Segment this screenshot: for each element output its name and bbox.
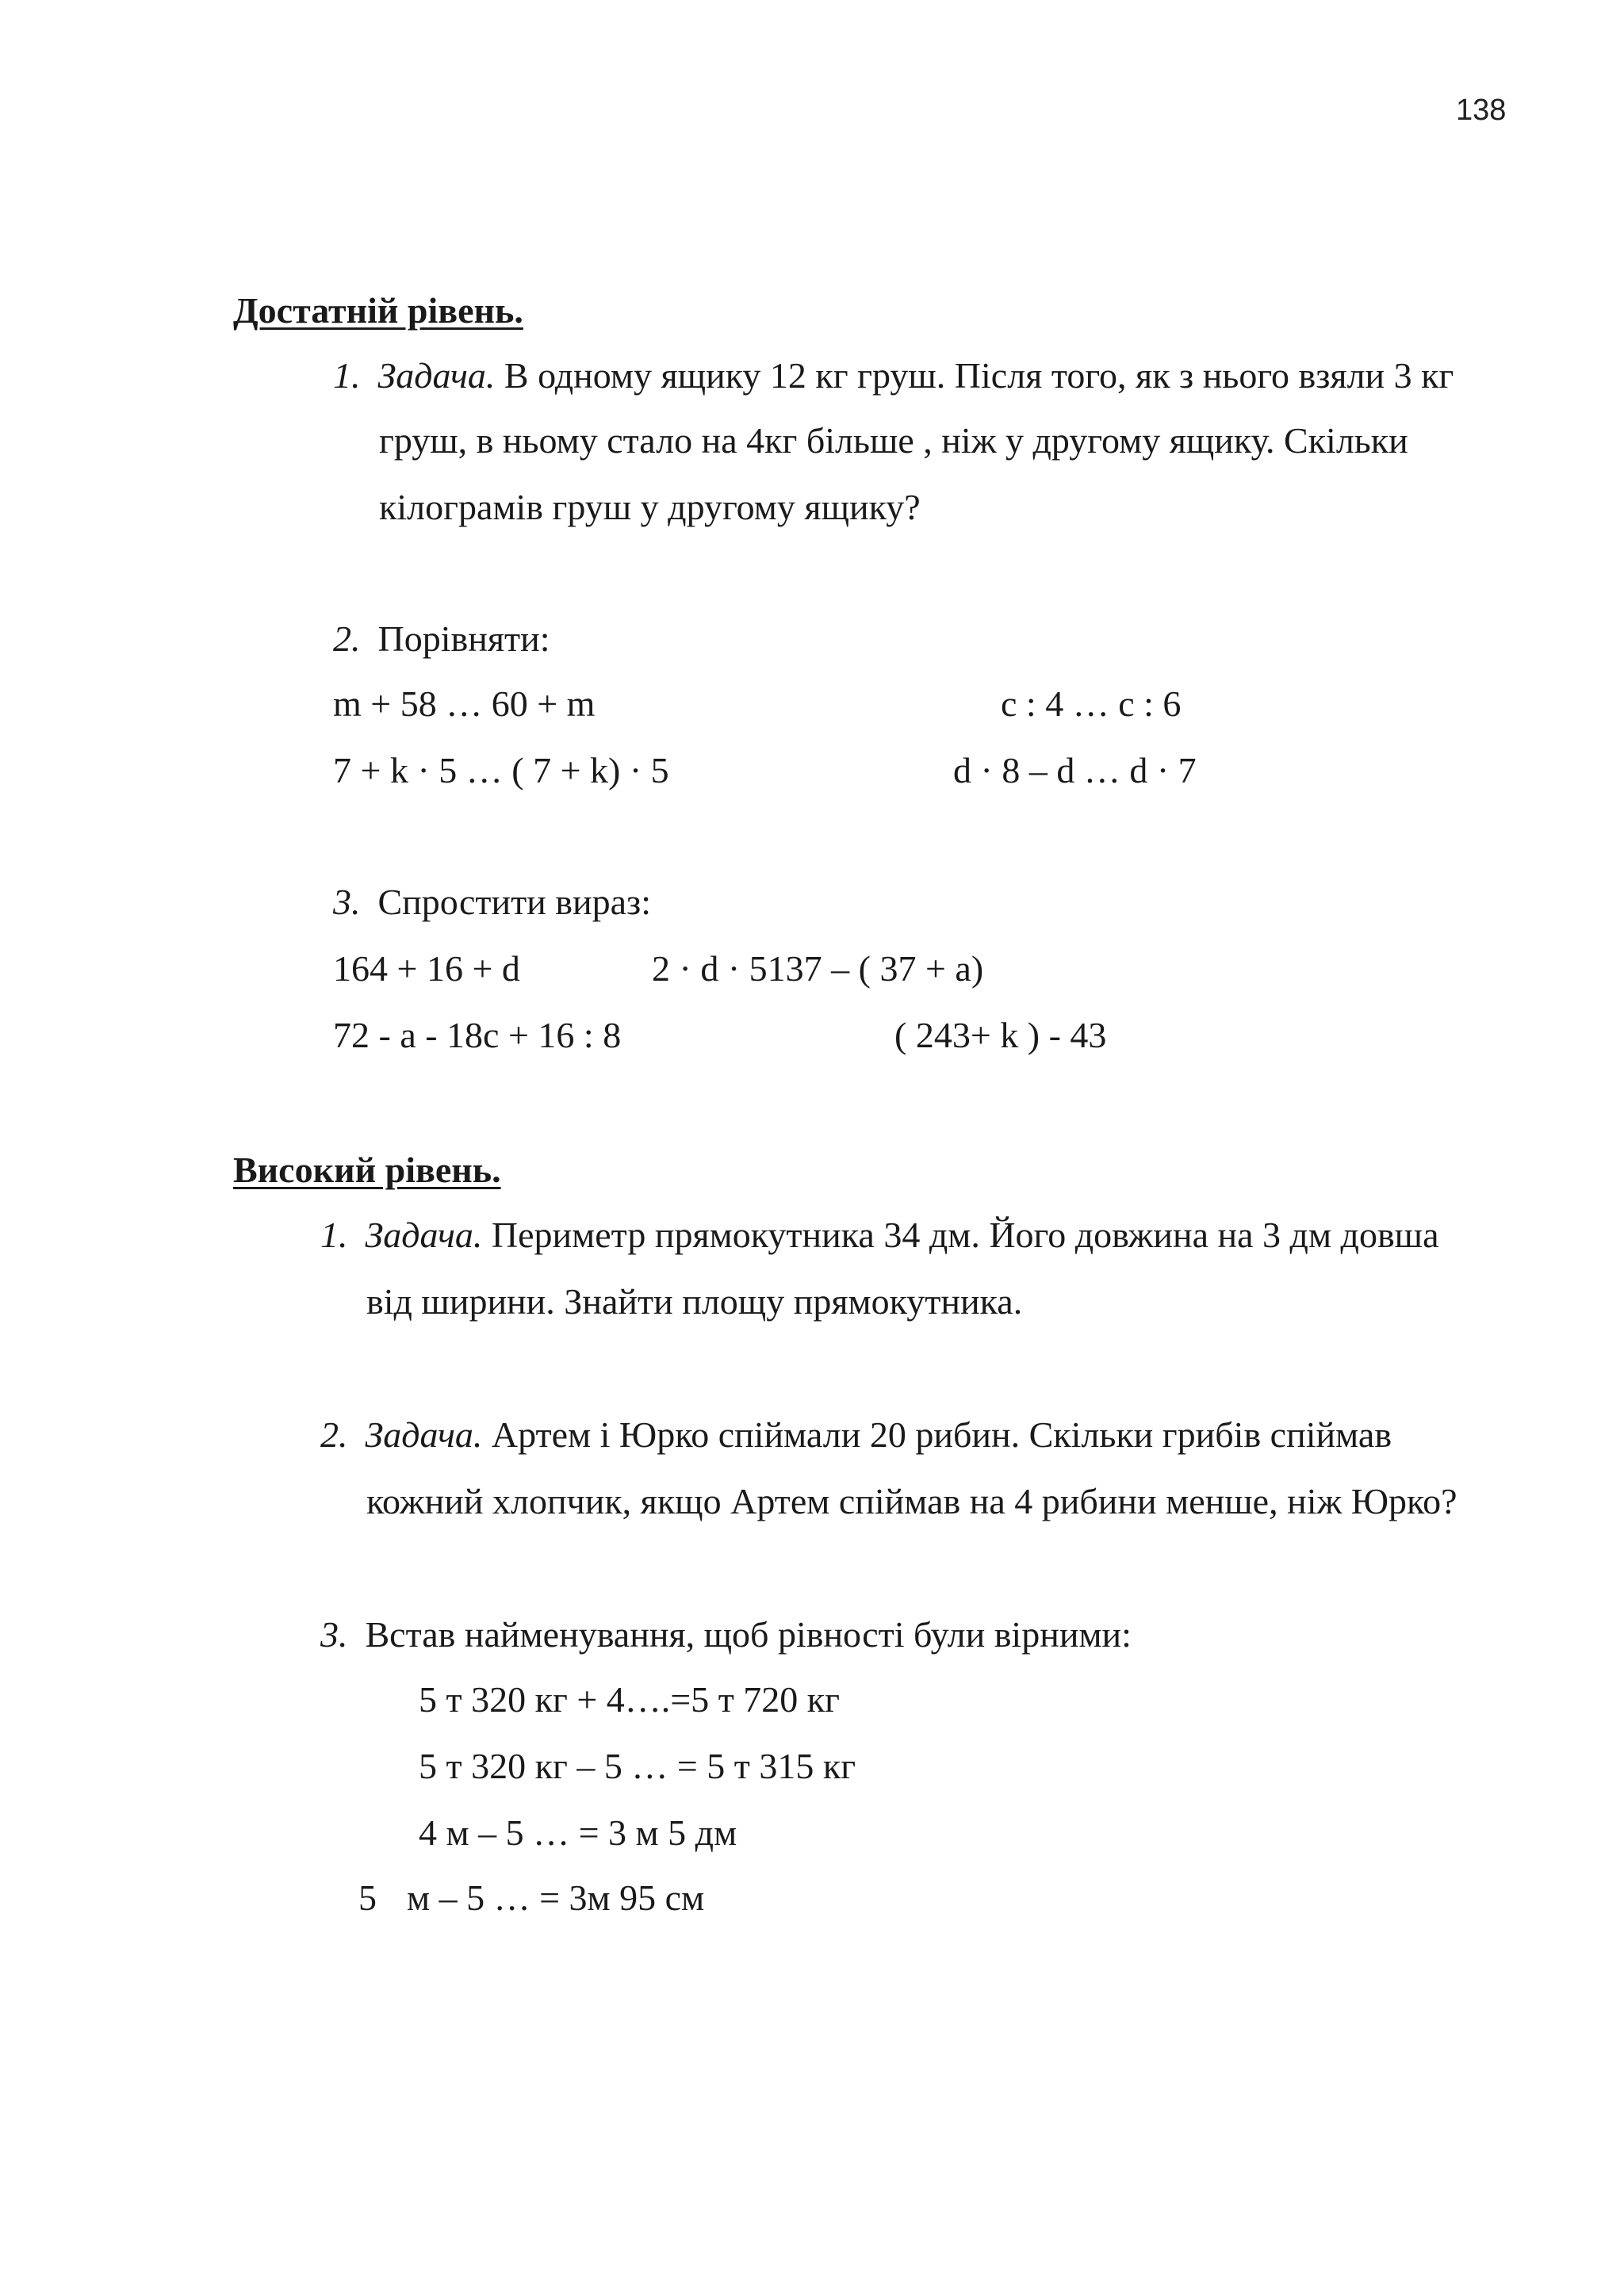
task1-line2: груш, в ньому стало на 4кг більше , ніж у другому ящику. Скільки (379, 420, 1408, 461)
compare-expr-1-left: m + 58 … 60 + m (333, 683, 596, 724)
high-task2-label: Задача. (365, 1414, 483, 1455)
compare-expr-1-right: c : 4 … c : 6 (1001, 683, 1182, 724)
units-equation-4-rest: м – 5 … = 3м 95 см (407, 1877, 705, 1918)
task1-number: 1. (333, 355, 361, 396)
high-task1-text-1: Периметр прямокутника 34 дм. Його довжина на 3 дм довша (482, 1215, 1439, 1255)
compare-expr-2-left: 7 + k · 5 … ( 7 + k) · 5 (333, 750, 669, 790)
units-equation-4-number: 5 (358, 1877, 377, 1918)
units-equation-2: 5 т 320 кг – 5 … = 5 т 315 кг (419, 1746, 856, 1786)
high-task1-line2: від ширини. Знайти площу прямокутника. (366, 1281, 1023, 1322)
simplify-expr-1-right: 2 · d · 5137 – ( 37 + a) (652, 948, 984, 989)
task2-number: 2. (333, 618, 361, 659)
task1-line1 (333, 354, 1454, 398)
high-task1-label: Задача. (365, 1215, 483, 1255)
high-task3-title-line (320, 1613, 1132, 1657)
high-task2-text-1: Артем і Юрко спіймали 20 рибин. Скільки грибів спіймав (482, 1414, 1392, 1455)
high-task1-number: 1. (320, 1215, 348, 1255)
task1-text-1: В одному ящику 12 кг груш. Після того, як з нього взяли 3 кг (495, 355, 1454, 396)
high-task3-title: Встав найменування, щоб рівності були вірними: (365, 1614, 1132, 1655)
section-heading-high: Високий рівень. (233, 1150, 501, 1190)
page-number: 138 (1456, 94, 1507, 127)
simplify-expr-2-right: ( 243+ k ) - 43 (894, 1015, 1107, 1055)
task3-number: 3. (333, 882, 361, 922)
high-task2-line2: кожний хлопчик, якщо Артем спіймав на 4 рибини менше, ніж Юрко? (366, 1481, 1457, 1521)
high-task2-line1 (320, 1413, 1392, 1457)
task1-line3: кілограмів груш у другому ящику? (379, 487, 921, 527)
units-equation-3: 4 м – 5 … = 3 м 5 дм (419, 1812, 737, 1853)
task3-title-line (333, 880, 651, 924)
task2-title-line (333, 617, 550, 661)
simplify-expr-2-left: 72 - a - 18c + 16 : 8 (333, 1015, 622, 1055)
task2-title: Порівняти: (377, 618, 550, 659)
units-equation-1: 5 т 320 кг + 4….=5 т 720 кг (419, 1679, 841, 1720)
task1-label: Задача. (377, 355, 496, 396)
task3-title: Спростити вираз: (377, 882, 652, 922)
simplify-expr-1-left: 164 + 16 + d (333, 948, 520, 989)
units-equation-4 (358, 1876, 704, 1920)
compare-expr-2-right: d · 8 – d … d · 7 (953, 750, 1197, 790)
section-heading-sufficient: Достатній рівень. (233, 290, 523, 331)
high-task3-number: 3. (320, 1614, 348, 1655)
high-task1-line1 (320, 1213, 1439, 1257)
high-task2-number: 2. (320, 1414, 348, 1455)
